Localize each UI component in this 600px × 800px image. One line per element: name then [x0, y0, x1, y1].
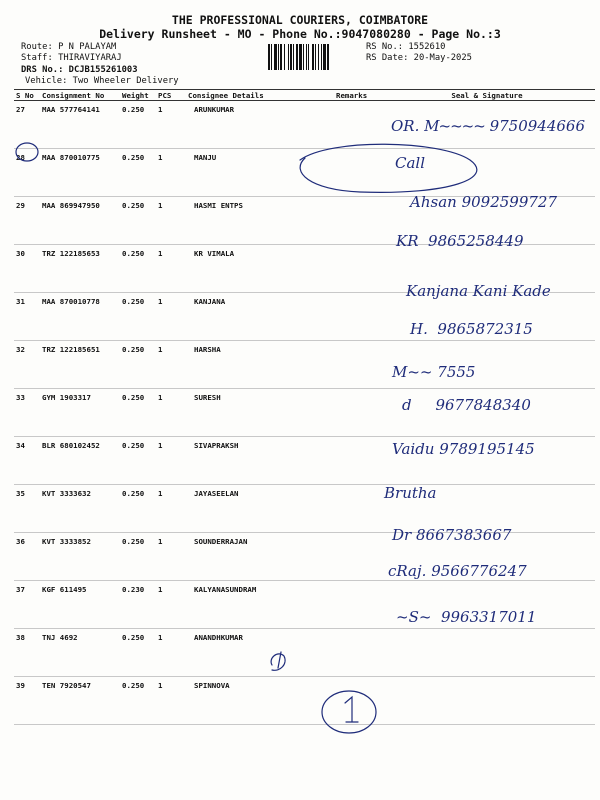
runsheet-subtitle: Delivery Runsheet - MO - Phone No.:9047080280 - Page No.:3 [99, 27, 501, 41]
rs-date: RS Date: 20-May-2025 [366, 53, 472, 63]
cell-signature [377, 629, 595, 677]
cell-sno: 38 [14, 629, 40, 677]
cell-weight: 0.250 [120, 629, 156, 677]
cell-remarks [334, 485, 377, 533]
cell-weight: 0.250 [120, 437, 156, 485]
cell-sno: 28 [14, 149, 40, 197]
cell-pcs: 1 [156, 581, 186, 629]
cell-consignee: SURESH [186, 389, 334, 437]
sig-row-28: Call [395, 154, 426, 172]
sig-row-33: M~~ 7555 [392, 363, 476, 381]
company-title: THE PROFESSIONAL COURIERS, COIMBATORE [171, 13, 429, 27]
table-row [14, 677, 595, 725]
sig-row-37: Dr 8667383667 [392, 526, 512, 544]
cell-consignee: SOUNDERRAJAN [186, 533, 334, 581]
cell-consignee: KANJANA [186, 293, 334, 341]
cell-remarks [334, 101, 377, 149]
cell-sno: 27 [14, 101, 40, 149]
col-signature: Seal & Signature [377, 90, 595, 101]
sig-row-32: H. 9865872315 [410, 320, 533, 338]
cell-pcs: 1 [156, 341, 186, 389]
sig-row-39: ~S~ 9963317011 [396, 608, 537, 626]
cell-remarks [334, 389, 377, 437]
sig-row-27: OR. M~~~~ 9750944666 [391, 117, 585, 135]
drs-number: DRS No.: DCJB155261003 [21, 65, 138, 75]
col-consignee: Consignee Details [186, 90, 334, 101]
sig-row-29: Ahsan 9092599727 [410, 193, 558, 211]
cell-sno: 39 [14, 677, 40, 725]
rs-number: RS No.: 1552610 [366, 42, 446, 52]
cell-sno: 32 [14, 341, 40, 389]
cell-weight: 0.250 [120, 101, 156, 149]
col-weight: Weight [120, 90, 156, 101]
cell-pcs: 1 [156, 197, 186, 245]
col-remarks: Remarks [334, 90, 377, 101]
cell-consignment: TRZ 122185651 [40, 341, 120, 389]
cell-consignee: SIVAPRAKSH [186, 437, 334, 485]
cell-remarks [334, 581, 377, 629]
cell-consignment: KVT 3333632 [40, 485, 120, 533]
cell-consignee: SPINNOVA [186, 677, 334, 725]
cell-sno: 29 [14, 197, 40, 245]
cell-consignment: MAA 870010775 [40, 149, 120, 197]
cell-pcs: 1 [156, 293, 186, 341]
cell-consignment: TNJ 4692 [40, 629, 120, 677]
cell-weight: 0.250 [120, 533, 156, 581]
cell-consignment: TEN 7920547 [40, 677, 120, 725]
cell-pcs: 1 [156, 437, 186, 485]
cell-weight: 0.250 [120, 197, 156, 245]
cell-pcs: 1 [156, 629, 186, 677]
cell-consignment: MAA 577764141 [40, 101, 120, 149]
col-sno: S No [14, 90, 40, 101]
sig-row-31: Kanjana Kani Kade [406, 282, 551, 300]
cell-consignment: KGF 611495 [40, 581, 120, 629]
barcode-image [268, 44, 358, 70]
sig-row-36: Brutha [384, 484, 437, 502]
cell-consignment: KVT 3333852 [40, 533, 120, 581]
cell-remarks [334, 677, 377, 725]
cell-pcs: 1 [156, 101, 186, 149]
cell-remarks [334, 341, 377, 389]
col-consignment: Consignment No [40, 90, 120, 101]
cell-consignee: HARSHA [186, 341, 334, 389]
cell-sno: 35 [14, 485, 40, 533]
cell-sno: 33 [14, 389, 40, 437]
cell-consignee: JAYASEELAN [186, 485, 334, 533]
cell-remarks [334, 245, 377, 293]
cell-pcs: 1 [156, 149, 186, 197]
cell-weight: 0.250 [120, 341, 156, 389]
cell-consignee: ARUNKUMAR [186, 101, 334, 149]
cell-pcs: 1 [156, 389, 186, 437]
cell-sno: 31 [14, 293, 40, 341]
table-row [14, 341, 595, 389]
cell-remarks [334, 533, 377, 581]
staff-label: Staff: THIRAVIYARAJ [21, 53, 122, 63]
cell-consignment: MAA 870010778 [40, 293, 120, 341]
table-row [14, 629, 595, 677]
cell-weight: 0.250 [120, 389, 156, 437]
cell-remarks [334, 149, 377, 197]
table-row [14, 149, 595, 197]
cell-consignee: KR VIMALA [186, 245, 334, 293]
cell-signature [377, 677, 595, 725]
cell-sno: 36 [14, 533, 40, 581]
cell-pcs: 1 [156, 245, 186, 293]
cell-consignment: TRZ 122185653 [40, 245, 120, 293]
cell-sno: 37 [14, 581, 40, 629]
cell-consignment: GYM 1903317 [40, 389, 120, 437]
sig-row-34: d 9677848340 [402, 396, 531, 414]
cell-pcs: 1 [156, 677, 186, 725]
cell-pcs: 1 [156, 485, 186, 533]
route-label: Route: P N PALAYAM [21, 42, 117, 52]
cell-weight: 0.250 [120, 485, 156, 533]
sig-row-38: cRaj. 9566776247 [388, 562, 527, 580]
vehicle-label: Vehicle: Two Wheeler Delivery [25, 76, 179, 86]
cell-weight: 0.250 [120, 293, 156, 341]
cell-consignee: MANJU [186, 149, 334, 197]
cell-pcs: 1 [156, 533, 186, 581]
cell-weight: 0.250 [120, 149, 156, 197]
cell-consignment: MAA 869947950 [40, 197, 120, 245]
cell-consignee: HASMI ENTPS [186, 197, 334, 245]
cell-remarks [334, 197, 377, 245]
cell-remarks [334, 437, 377, 485]
cell-weight: 0.250 [120, 245, 156, 293]
cell-sno: 34 [14, 437, 40, 485]
cell-consignment: BLR 680102452 [40, 437, 120, 485]
cell-remarks [334, 293, 377, 341]
cell-consignee: KALYANASUNDRAM [186, 581, 334, 629]
sig-row-30: KR 9865258449 [396, 232, 524, 250]
col-pcs: PCS [156, 90, 186, 101]
cell-weight: 0.250 [120, 677, 156, 725]
cell-consignee: ANANDHKUMAR [186, 629, 334, 677]
cell-weight: 0.230 [120, 581, 156, 629]
table-header-row [14, 90, 595, 101]
cell-sno: 30 [14, 245, 40, 293]
cell-remarks [334, 629, 377, 677]
sig-row-35: Vaidu 9789195145 [392, 440, 535, 458]
